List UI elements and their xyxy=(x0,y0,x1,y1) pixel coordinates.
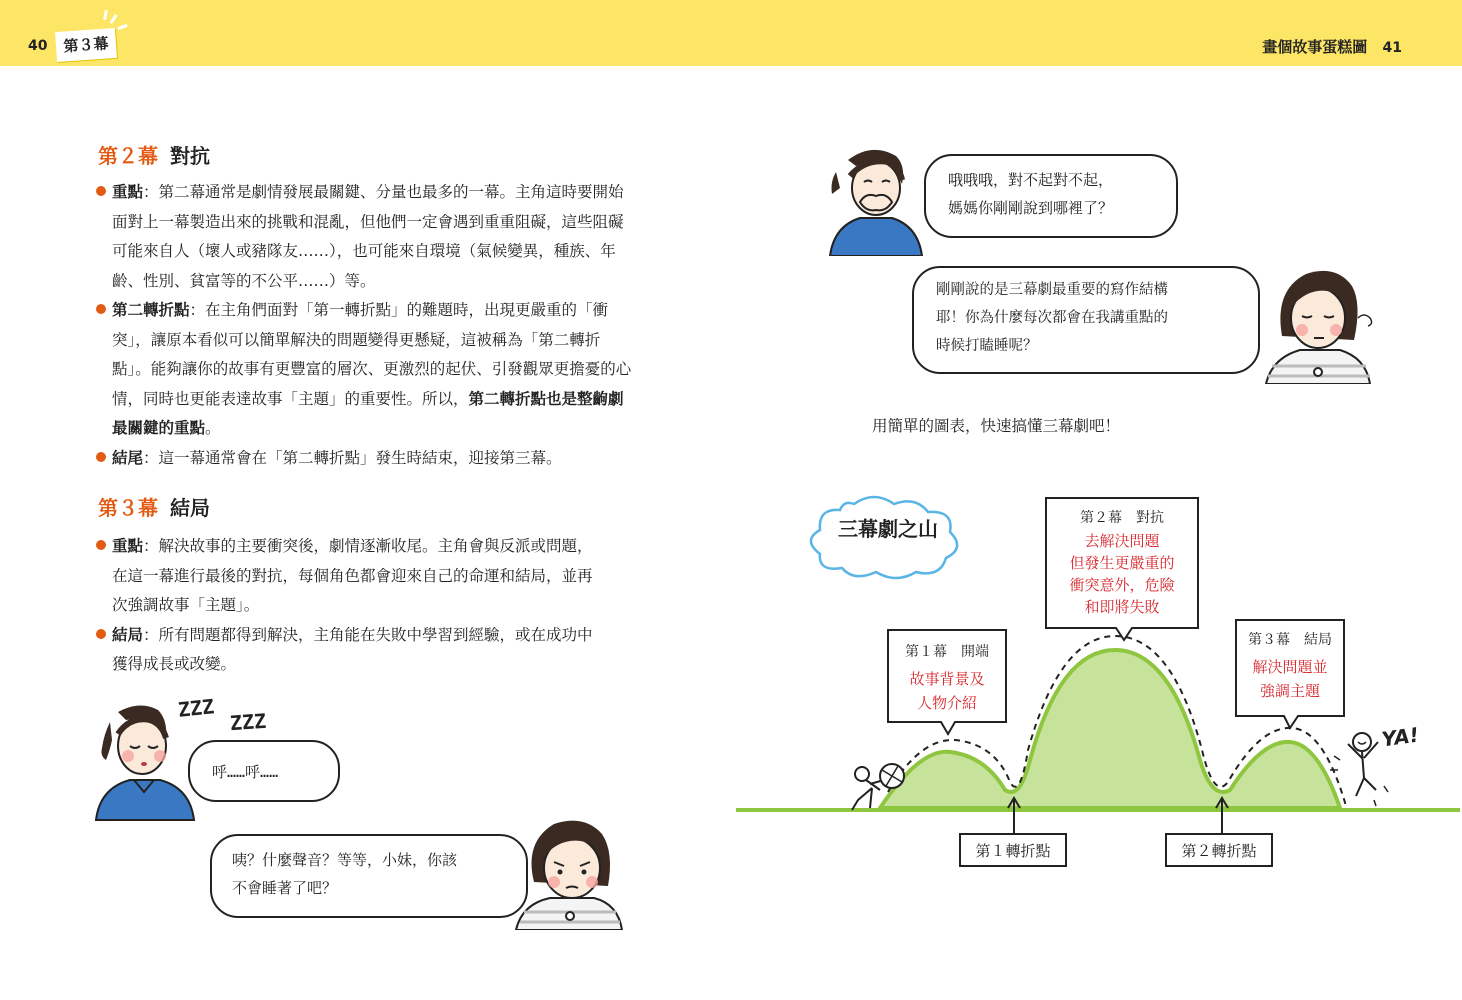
cloud-title: 三幕劇之山 xyxy=(838,517,938,541)
bullet-term: 結尾 xyxy=(112,448,144,467)
act2-desc: 但發生更嚴重的 xyxy=(1069,554,1175,572)
snore-zzz-1: ZZZ xyxy=(176,694,216,722)
turning-point-1-label: 第１轉折點 xyxy=(975,842,1051,860)
bubble-line: 不會睡著了吧？ xyxy=(232,879,338,897)
act-label: 第２幕 xyxy=(98,144,158,168)
bullet-term: 結局 xyxy=(112,625,144,644)
turning-point-2-label: 第２轉折點 xyxy=(1181,842,1257,860)
cheer-text: YA! xyxy=(1380,722,1421,752)
chapter-tag: 第３幕 xyxy=(55,28,117,62)
bubble-line: 哦哦哦，對不起對不起， xyxy=(948,171,1114,189)
act2-desc: 和即將失敗 xyxy=(1084,598,1160,616)
act1-desc: 人物介紹 xyxy=(916,694,978,712)
section-title: 對抗 xyxy=(170,144,210,168)
bubble-line: 耶！你為什麼每次都會在我講重點的 xyxy=(936,310,1168,326)
act2-desc: 衝突意外，危險 xyxy=(1069,576,1175,594)
left-page-number: 40 xyxy=(28,38,48,54)
act1-desc: 故事背景及 xyxy=(909,670,985,688)
act2-title: 第２幕 對抗 xyxy=(1080,510,1164,526)
bubble-line: 時候打瞌睡呢？ xyxy=(936,338,1038,354)
bullet-text: ：在主角們面對「第一轉折點」的難題時，出現更嚴重的「衝突」，讓原本看似可以簡單解決的問題變得更懸疑，這被稱為「第二轉折點」。能夠讓你的故事有更豐富的層次、更激烈的起伏、引發觀眾更擔憂的心情，同時也更能表達故事「主題」的重要性。所以， xyxy=(112,301,632,408)
bullet-text: ：解決故事的主要衝突後，劇情逐漸收尾。主角會與反派或問題，在這一幕進行最後的對抗，每個角色都會迎來自己的命運和結局，並再次強調故事「主題」。 xyxy=(112,537,593,614)
bubble-line: 媽媽你剛剛說到哪裡了？ xyxy=(948,199,1114,217)
section-title: 結局 xyxy=(170,496,210,520)
bullet-term: 重點 xyxy=(112,183,144,201)
act3-desc: 解決問題並 xyxy=(1252,658,1328,676)
act1-title: 第１幕 開端 xyxy=(905,644,989,660)
act3-title: 第３幕 結局 xyxy=(1248,632,1332,648)
bullet-text: ：這一幕通常會在「第二轉折點」發生時結束，迎接第三幕。 xyxy=(143,448,562,467)
speech-bubble: 呼……呼…… xyxy=(188,740,340,802)
cheering-figure-icon xyxy=(1330,733,1388,806)
book-title-text: 畫個故事蛋糕圖 xyxy=(1262,38,1368,56)
bullet-tail: 。 xyxy=(205,419,221,437)
act-label: 第３幕 xyxy=(98,496,158,520)
diagram-caption: 用簡單的圖表，快速搞懂三幕劇吧！ xyxy=(872,417,1121,435)
bullet-emphasis: 第二轉折點也是整齣劇最關鍵的重點 xyxy=(112,389,624,437)
turning-point-2-arrow xyxy=(1216,798,1228,834)
act2-desc: 去解決問題 xyxy=(1084,532,1160,550)
bullet-text: ：所有問題都得到解決，主角能在失敗中學習到經驗，或在成功中獲得成長或改變。 xyxy=(112,625,593,673)
bullet-term: 第二轉折點 xyxy=(112,301,190,319)
bubble-line: 剛剛說的是三幕劇最重要的寫作結構 xyxy=(936,282,1168,298)
right-page-number: 41 xyxy=(1382,40,1402,56)
bullet-text: ：第二幕通常是劇情發展最關鍵、分量也最多的一幕。主角這時要開始面對上一幕製造出來的挑戰和混亂，但他們一定會遇到重重阻礙，這些阻礙可能來自人（壞人或豬隊友……），也可能來自環境（氣候變異，種族、年齡、性別、貧富等的不公平……）等。 xyxy=(112,183,624,290)
turning-point-1-arrow xyxy=(1008,798,1020,834)
bullet-term: 重點 xyxy=(112,537,144,555)
bubble-line: 咦？什麼聲音？等等，小妹，你該 xyxy=(232,851,458,869)
act3-desc: 強調主題 xyxy=(1259,682,1321,700)
snore-zzz-2: ZZZ xyxy=(229,708,267,736)
